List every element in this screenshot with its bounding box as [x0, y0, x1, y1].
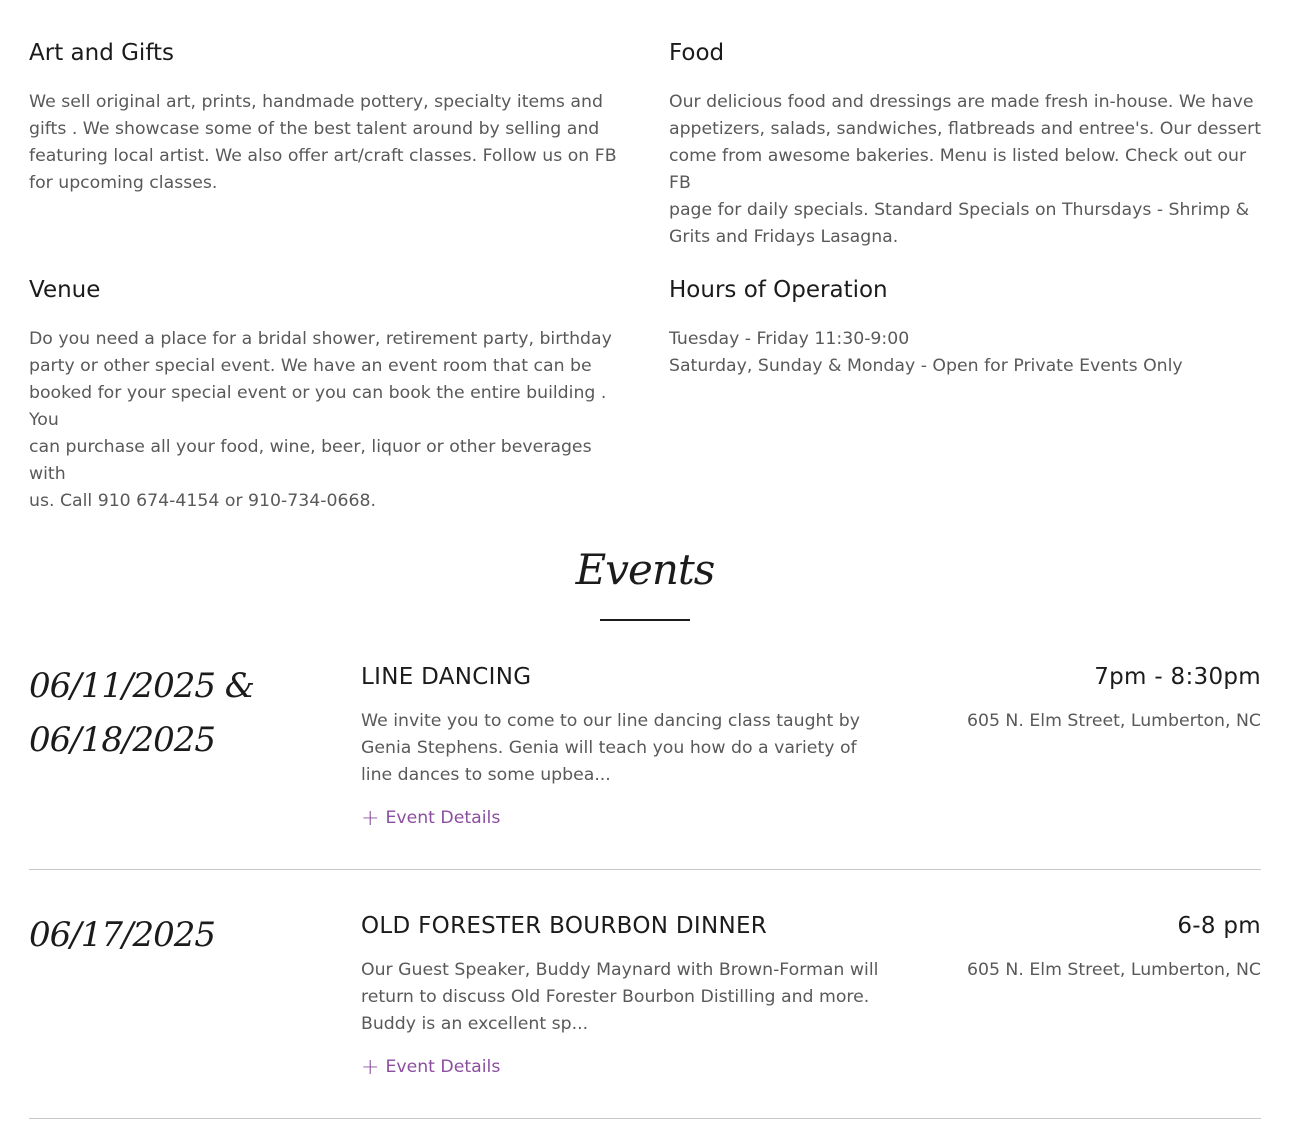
- event-description: We invite you to come to our line dancing class taught by Genia Stephens. Genia will teach you how do a variety of line dances to some upbea...: [361, 711, 860, 785]
- event-details-label: Event Details: [385, 808, 501, 828]
- info-section-venue: [29, 275, 621, 511]
- event-date-line-2: 06/18/2025: [29, 720, 215, 760]
- event-details-label: Event Details: [385, 1057, 501, 1077]
- section-body: Tuesday - Friday 11:30-9:00 Saturday, Sunday & Monday - Open for Private Events Only: [669, 329, 1183, 376]
- event-details-link[interactable]: [361, 805, 500, 832]
- event-title: LINE DANCING: [361, 664, 532, 690]
- section-body: Our delicious food and dressings are made fresh in-house. We have appetizers, salads, sandwiches, flatbreads and entree's. Our dessert come from awesome bakeries. Menu is listed below. Check out our FB page for daily specials. Standard Specials on Thursdays - Shrimp & Grits and Fridays Lasagna.: [669, 92, 1262, 247]
- section-body: Do you need a place for a bridal shower, retirement party, birthday party or other special event. We have an event room that can be booked for your special event or you can book the entire building . You can purchase all your food, wine, beer, liquor or other beverages with us. Call 910 674-4154 or 910-734-0668.: [29, 329, 612, 511]
- info-section-food: [669, 38, 1262, 247]
- section-title: Art and Gifts: [29, 40, 175, 66]
- event-date: [29, 659, 329, 767]
- events-heading: Events: [575, 545, 715, 594]
- event-location: 605 N. Elm Street, Lumberton, NC: [966, 960, 1261, 980]
- plus-icon: +: [361, 1055, 380, 1080]
- event-date-line-1: 06/17/2025: [29, 915, 215, 955]
- info-section-hours: [669, 275, 1261, 376]
- event-date: [29, 908, 329, 962]
- section-title: Venue: [29, 277, 101, 303]
- section-title: Hours of Operation: [669, 277, 888, 303]
- event-divider: [29, 869, 1261, 870]
- event-divider: [29, 1118, 1261, 1119]
- event-description: Our Guest Speaker, Buddy Maynard with Brown-Forman will return to discuss Old Forester Bourbon Distilling and more. Buddy is an excellent sp...: [361, 960, 879, 1034]
- event-date-line-1: 06/11/2025 &: [29, 666, 255, 706]
- event-details-link[interactable]: [361, 1054, 500, 1081]
- event-location: 605 N. Elm Street, Lumberton, NC: [966, 711, 1261, 731]
- section-body: We sell original art, prints, handmade pottery, specialty items and gifts . We showcase some of the best talent around by selling and featuring local artist. We also offer art/craft classes. Follow us on FB for upcoming classes.: [29, 92, 617, 193]
- section-title: Food: [669, 40, 725, 66]
- heading-underline: [600, 619, 690, 621]
- info-section-art-gifts: [29, 38, 621, 193]
- plus-icon: +: [361, 806, 380, 831]
- event-time: 7pm - 8:30pm: [1094, 664, 1261, 690]
- event-title: OLD FORESTER BOURBON DINNER: [361, 913, 768, 939]
- event-time: 6-8 pm: [1177, 913, 1261, 939]
